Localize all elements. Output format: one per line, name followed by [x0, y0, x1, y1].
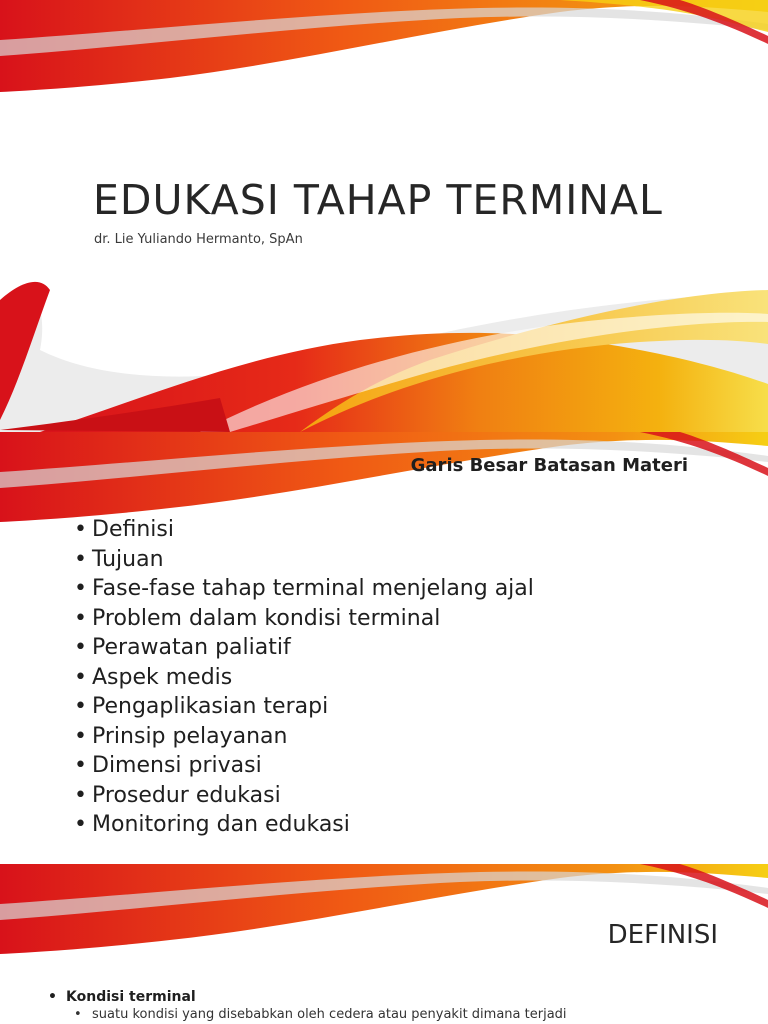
list-item: [74, 633, 534, 663]
list-item: [74, 692, 534, 722]
bullet: •: [74, 694, 87, 719]
list-item-text: Dimensi privasi: [92, 753, 262, 778]
list-item-text: Pengaplikasian terapi: [92, 694, 329, 719]
list-item: [74, 722, 534, 752]
list-item: [74, 663, 534, 693]
bullet: •: [74, 782, 87, 808]
bullet: •: [74, 723, 87, 749]
bullet: •: [74, 1007, 82, 1022]
bullet: •: [74, 753, 87, 778]
title-slide: [0, 0, 768, 432]
definition-list: [48, 989, 567, 1022]
list-item-text: Tujuan: [92, 546, 164, 572]
list-item-text: Prosedur edukasi: [92, 782, 281, 808]
bullet: •: [74, 576, 87, 601]
list-item: [48, 989, 567, 1022]
bullet: •: [48, 989, 57, 1005]
list-item: [74, 574, 534, 604]
list-item: [74, 781, 534, 811]
list-item-text: Fase-fase tahap terminal menjelang ajal: [92, 576, 534, 601]
bullet: •: [74, 546, 87, 572]
list-item-text: Aspek medis: [92, 664, 233, 690]
sub-list-item: [74, 1007, 567, 1022]
sub-list: [74, 1007, 567, 1022]
bullet: •: [74, 664, 87, 690]
outline-list: [74, 515, 534, 840]
bullet: •: [74, 635, 87, 660]
list-item-text: Problem dalam kondisi terminal: [92, 605, 441, 631]
list-item: [74, 545, 534, 575]
list-item: [74, 810, 534, 840]
list-item: [74, 515, 534, 545]
presentation-title: EDUKASI TAHAP TERMINAL: [93, 176, 663, 224]
list-item-text: Monitoring dan edukasi: [92, 812, 350, 837]
outline-title: Garis Besar Batasan Materi: [410, 455, 688, 476]
definition-slide: [0, 864, 768, 1024]
definition-title: DEFINISI: [607, 920, 718, 950]
bullet: •: [74, 812, 87, 837]
list-item-text: Definisi: [92, 517, 174, 542]
bullet: •: [74, 605, 87, 631]
outline-slide: [0, 432, 768, 864]
sub-list-item-text: suatu kondisi yang disebabkan oleh cedera atau penyakit dimana terjadi: [92, 1007, 567, 1022]
list-item-text: Prinsip pelayanan: [92, 723, 288, 749]
list-item: [74, 751, 534, 781]
list-item: [74, 604, 534, 634]
list-item-text: Perawatan paliatif: [92, 635, 291, 660]
list-item-text: Kondisi terminal: [66, 989, 196, 1005]
presenter-name: dr. Lie Yuliando Hermanto, SpAn: [94, 232, 303, 247]
bullet: •: [74, 517, 87, 542]
